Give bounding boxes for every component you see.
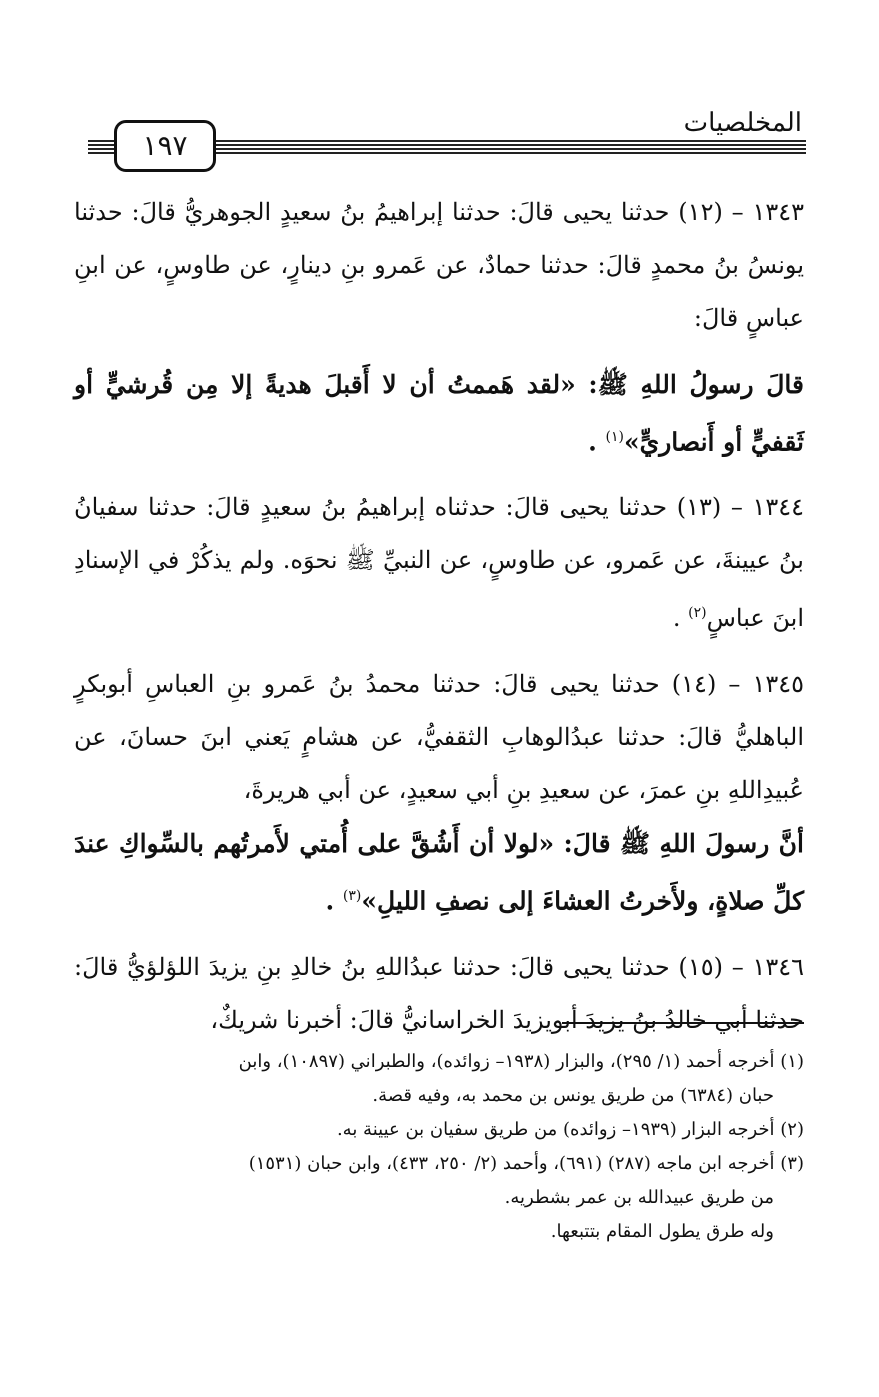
sentence-end: . [325, 886, 335, 916]
header-rule-left [88, 138, 116, 154]
footnote-3 [74, 1147, 804, 1249]
matn-text: أنَّ رسولَ اللهِ ﷺ قالَ: «لولا أن أَشُقَّ على أُمتي لأَمرتُهم بالسِّواكِ عندَ كلِّ صلاةٍ، ولأَخرتُ العشاءَ إلى نصفِ الليلِ» [74, 829, 804, 916]
sentence-end: . [588, 427, 597, 457]
hadith-1344 [74, 481, 804, 645]
hadith-text: ١٣٤٤ – (١٣) حدثنا يحيى قالَ: حدثناه إبراهيمُ بنُ سعيدٍ قالَ: حدثنا سفيانُ بنُ عيينةَ، عن عَمرو، عن طاوسٍ، عن النبيِّ ﷺ نحوَه. ولم يذكُرْ في الإسنادِ ابنَ عباسٍ [74, 493, 804, 633]
footnote-line: (٢) أخرجه البزار (١٩٣٩– زوائده) من طريق سفيان بن عيينة به. [336, 1119, 804, 1140]
main-text [74, 186, 804, 1060]
footnote-ref: (١) [605, 429, 625, 445]
page-number: ١٩٧ [114, 120, 216, 172]
footnote-line: وله طرق يطول المقام بتتبعها. [550, 1221, 774, 1242]
hadith-1345-matn [74, 817, 804, 927]
footnote-line: (١) أخرجه أحمد (١/ ٢٩٥)، والبزار (١٩٣٨– زوائده)، والطبراني (١٠٨٩٧)، وابن [238, 1051, 804, 1072]
footnote-line: (٣) أخرجه ابن ماجه (٢٨٧) (٦٩١)، وأحمد (٢/ ٢٥٠، ٤٣٣)، وابن حبان (١٥٣١) [248, 1153, 804, 1174]
header-rule [208, 138, 806, 154]
footnote-ref: (٢) [688, 605, 707, 622]
footnote-ref: (٣) [342, 888, 362, 905]
footnote-line: من طريق عبيدالله بن عمر بشطريه. [504, 1187, 774, 1208]
hadith-text: ١٣٤٦ – (١٥) حدثنا يحيى قالَ: حدثنا عبدُاللهِ بنُ خالدِ بنِ يزيدَ اللؤلؤيُّ قالَ: حدثنا أبي خالدُ بنُ يزيدَ أبويزيدَ الخراسانيُّ قالَ: أخبرنا شريكٌ، [74, 952, 804, 1034]
hadith-1343-matn [74, 358, 804, 468]
footnotes [74, 1045, 804, 1249]
hadith-1343 [74, 186, 804, 345]
hadith-1346 [74, 941, 804, 1047]
book-title: المخلصيات [676, 108, 802, 138]
matn-text: قالَ رسولُ اللهِ ﷺ: «لقد هَممتُ أن لا أَقبلَ هديةً إلا مِن قُرشيٍّ أو ثَقفيٍّ أو أَنصاريٍّ» [74, 370, 804, 457]
hadith-1345 [74, 658, 804, 817]
page-header [88, 108, 806, 170]
footnote-divider [562, 1022, 804, 1024]
sentence-end: . [672, 604, 681, 633]
footnote-line: حبان (٦٣٨٤) من طريق يونس بن محمد به، وفيه قصة. [372, 1085, 774, 1106]
hadith-text: ١٣٤٥ – (١٤) حدثنا يحيى قالَ: حدثنا محمدُ بنُ عَمرو بنِ العباسِ أبوبكرٍ الباهليُّ قالَ: حدثنا عبدُالوهابِ الثقفيُّ، عن هشامٍ يَعني ابنَ حسانَ، عن عُبيدِاللهِ بنِ عمرَ، عن سعيدِ بنِ أبي سعيدٍ، عن أبي هريرةَ، [74, 670, 804, 805]
hadith-text: ١٣٤٣ – (١٢) حدثنا يحيى قالَ: حدثنا إبراهيمُ بنُ سعيدٍ الجوهريُّ قالَ: حدثنا يونسُ بنُ محمدٍ قالَ: حدثنا حمادٌ، عن عَمرو بنِ دينارٍ، عن طاوسٍ، عن ابنِ عباسٍ قالَ: [74, 198, 804, 332]
footnote-2 [74, 1113, 804, 1147]
footnote-1 [74, 1045, 804, 1113]
